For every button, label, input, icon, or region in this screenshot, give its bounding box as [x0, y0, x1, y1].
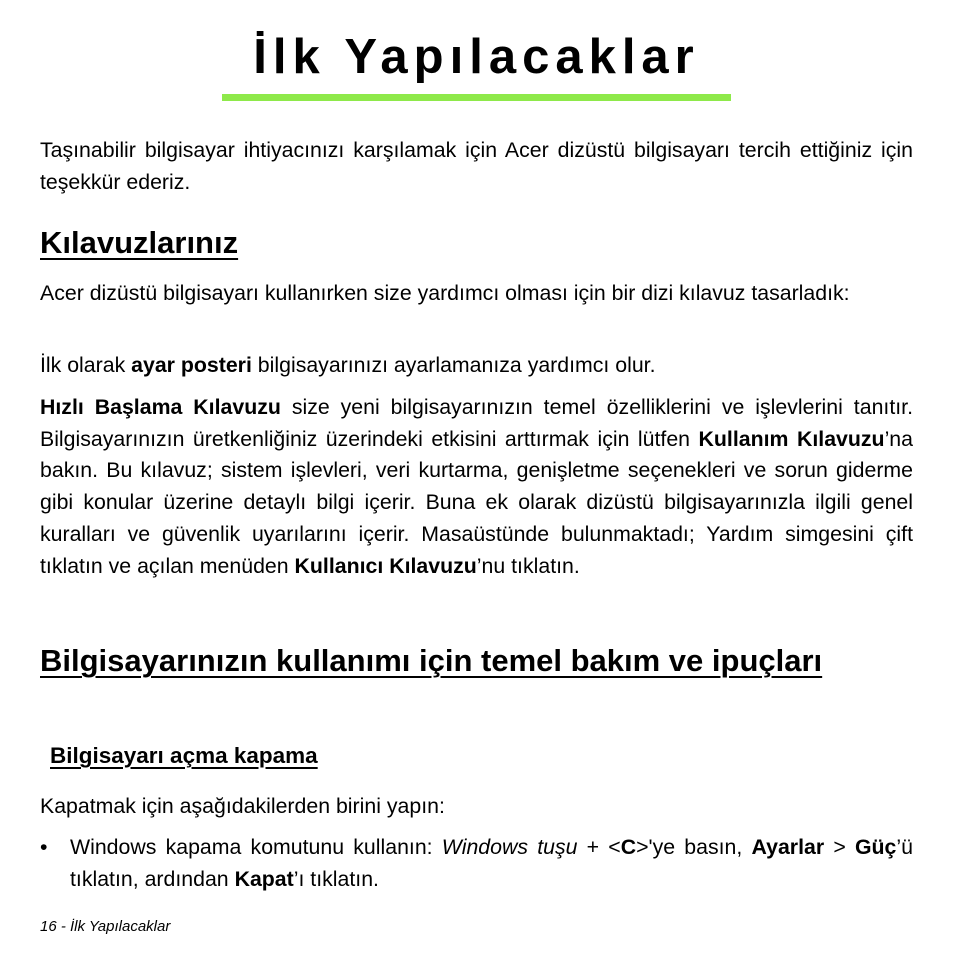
bold-run-quick-start: Hızlı Başlama Kılavuzu [40, 395, 281, 419]
section-heading-care-tips: Bilgisayarınızın kullanımı için temel bakım ve ipuçları [40, 643, 823, 678]
guides-paragraph-1-wrap [40, 278, 913, 310]
intro-paragraph: Taşınabilir bilgisayar ihtiyacınızı karşılamak için Acer dizüstü bilgisayarı tercih ettiğiniz için teşekkür ederiz. [40, 138, 913, 194]
guides-paragraph-1: Acer dizüstü bilgisayarı kullanırken size yardımcı olması için bir dizi kılavuz tasarladık: [40, 281, 850, 305]
bold-run-user-guide: Kullanım Kılavuzu [698, 426, 885, 451]
bold-run-key-c: C [620, 835, 637, 859]
shutdown-intro: Kapatmak için aşağıdakilerden birini yapın: [40, 794, 445, 818]
bullet-text [70, 832, 913, 895]
text-run: ’ı tıklatın. [293, 866, 379, 891]
page-footer: 16 - İlk Yapılacaklar [40, 918, 171, 935]
text-run: + < [577, 835, 621, 859]
guides-paragraph-2-wrap [40, 350, 913, 382]
page-title: İlk Yapılacaklar [253, 30, 700, 84]
bold-run-shutdown: Kapat [234, 866, 294, 891]
text-run: ’na bakın. Bu kılavuz; sistem işlevleri, veri kurtarma, genişletme seçenekleri ve sorun giderme gibi konular üzerine detaylı bilgi içerir. Buna ek olarak dizüstü bilgisayarınızla ilgili genel kuralları ve güvenlik uyarılarını içerir. Masaüstünde bulunmaktadı; Yardım simgesini çift tıklatın ve açılan menüden [40, 426, 913, 578]
section-heading-guides: Kılavuzlarınız [40, 225, 239, 260]
text-run: İlk olarak [40, 353, 132, 377]
guides-paragraph-3 [40, 392, 913, 582]
title-underline-bar [222, 94, 731, 101]
guides-paragraph-2 [40, 350, 913, 382]
subheading-power-on-off: Bilgisayarı açma kapama [50, 743, 318, 768]
text-run: ’nu tıklatın. [476, 553, 580, 578]
bullet-icon: • [40, 835, 48, 859]
bold-run-settings: Ayarlar [751, 835, 825, 859]
text-run: Windows kapama komutunu kullanın: [70, 835, 442, 859]
page-title-wrap [40, 28, 913, 86]
bullet-item-windows-shutdown [40, 832, 913, 895]
text-run: >'ye basın, [636, 835, 752, 859]
shutdown-intro-wrap [40, 791, 913, 823]
intro-paragraph-wrap [40, 135, 913, 198]
bold-run-user-manual: Kullanıcı Kılavuzu [294, 553, 477, 578]
text-run: size yeni bilgisayarınızın temel özelliklerini ve işlevlerini tanıtır. Bilgisayarınızın üretkenliğiniz üzerindeki etkisini arttırmak için lütfen [40, 395, 913, 451]
italic-run-windows-key: Windows tuşu [441, 835, 578, 859]
text-run: ’ü tıklatın, ardından [70, 835, 913, 891]
guides-paragraph-3-wrap [40, 392, 913, 582]
text-run: bilgisayarınızı ayarlamanıza yardımcı olur. [251, 353, 656, 377]
bold-run-power: Güç [854, 835, 897, 859]
text-run: > [824, 835, 855, 859]
bold-run-setup-poster: ayar posteri [131, 353, 252, 377]
